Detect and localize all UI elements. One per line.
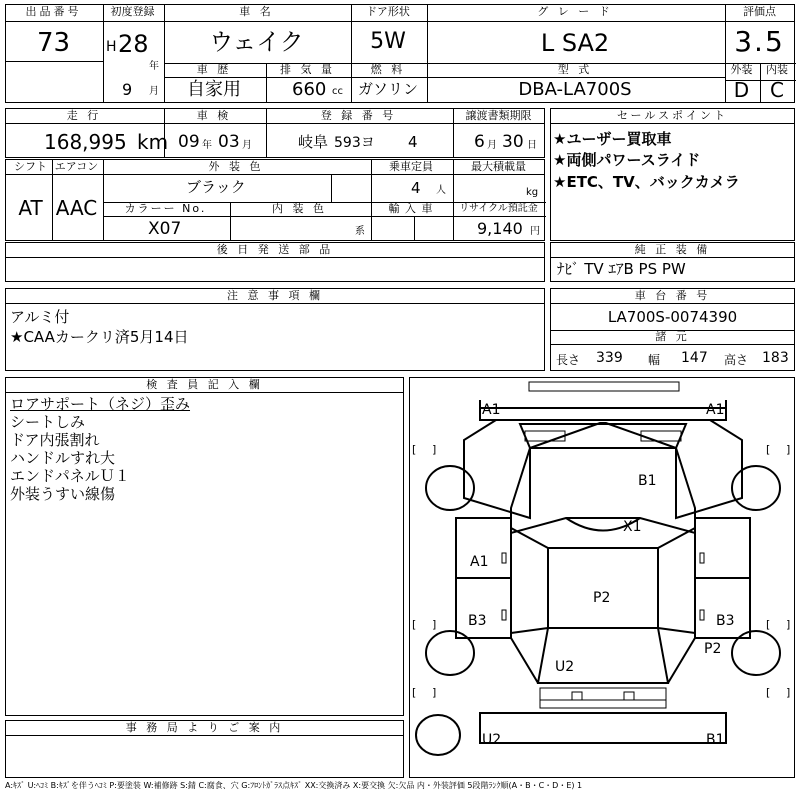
height-label: 高さ (724, 353, 749, 367)
reg-no-region: 岐阜 (298, 133, 329, 151)
model-label: 型 式 (557, 63, 593, 76)
mark-b3-left: B3 (468, 613, 487, 629)
first-reg-year-unit: 年 (149, 61, 159, 72)
import-label: 輸 入 車 (388, 202, 434, 215)
wiper-right (641, 431, 681, 441)
svg-text:]: ] (786, 618, 791, 631)
interior-value: C (770, 78, 784, 102)
chassis-value: LA700S-0074390 (607, 308, 738, 326)
rear-bumper-top (540, 688, 666, 700)
svg-text:[: [ (766, 443, 771, 456)
displacement-value: 660 (292, 79, 327, 100)
svg-text:]: ] (432, 618, 437, 631)
mark-u2-bottom: U2 (482, 732, 502, 748)
height-value: 183 (762, 350, 789, 366)
lot-no-label: 出品番号 (25, 5, 82, 18)
later-parts-label: 後 日 発 送 部 品 (216, 243, 334, 256)
width-value: 147 (681, 350, 708, 366)
inspector-line-1: ロアサポート（ネジ）歪み (10, 395, 191, 413)
first-reg-month: 9 (122, 80, 133, 99)
right-handle-rear (700, 610, 704, 620)
right-handle-front (700, 553, 704, 563)
first-reg-month-unit: 月 (149, 86, 159, 97)
int-color-label: 内 装 色 (272, 202, 327, 215)
history-value: 自家用 (187, 79, 241, 100)
left-handle-front (502, 553, 506, 563)
grade-value: L SA2 (540, 29, 610, 57)
shift-value: AT (18, 196, 43, 220)
wiper-left (525, 431, 565, 441)
inspector-line-3: ドア内張割れ (10, 431, 100, 449)
grade-label: グ レ ー ド (537, 5, 613, 18)
mileage-unit: km (137, 130, 169, 154)
ext-color-label: 外 装 色 (208, 160, 264, 173)
inspector-line-4: ハンドルすれ大 (10, 449, 116, 467)
inspector-line-5: エンドパネルＵ１ (10, 467, 130, 485)
reg-no-label: 登 録 番 号 (320, 109, 397, 122)
transfer-month: 6 (474, 132, 485, 152)
recycle-value: 9,140 (477, 219, 523, 238)
svg-text:]: ] (786, 443, 791, 456)
office-label: 事 務 局 よ り ご 案 内 (125, 721, 284, 734)
score-label: 評価点 (743, 5, 776, 18)
door-value: 5W (370, 29, 406, 54)
wheel-rear-left (426, 631, 474, 675)
capacity-value: 4 (411, 179, 421, 197)
exterior-value: D (733, 78, 750, 102)
front-bumper-shape (529, 382, 679, 391)
fuel-label: 燃 料 (370, 63, 406, 76)
transfer-day-unit: 日 (527, 140, 537, 151)
spare-wheel (416, 715, 460, 755)
aircon-label: エアコン (54, 160, 99, 173)
mark-a1-tl: A1 (482, 402, 501, 418)
inspection-year: 09 (178, 132, 200, 152)
svg-text:[: [ (412, 686, 417, 699)
inspection-month-unit: 月 (242, 140, 252, 151)
first-reg-year: 28 (118, 30, 149, 58)
inspector-line-6: 外装うすい線傷 (10, 485, 116, 503)
color-no-value: X07 (148, 219, 182, 239)
inspector-label: 検 査 員 記 入 欄 (146, 378, 263, 391)
wheel-front-right (732, 466, 780, 510)
notes-label: 注 意 事 項 欄 (227, 289, 323, 302)
car-name-label: 車 名 (239, 5, 274, 18)
rear-bumper-mid (540, 700, 666, 708)
front-panel-shape (480, 408, 726, 420)
mark-x1-door: X1 (623, 519, 642, 535)
exterior-label: 外装 (730, 63, 753, 76)
rear-light-right (624, 692, 634, 700)
displacement-label: 排 気 量 (280, 63, 335, 76)
mark-a1-side: A1 (470, 554, 489, 570)
mark-u2-center: U2 (555, 659, 575, 675)
mark-b1-bottom: B1 (706, 732, 725, 748)
model-value: DBA-LA700S (518, 79, 632, 100)
inspector-line-2: シートしみ (10, 413, 86, 431)
shift-label: シフト (14, 160, 47, 173)
max-load-label: 最大積載量 (471, 160, 526, 173)
mark-p2-right: P2 (704, 641, 722, 657)
reg-no-number: 4 (408, 133, 418, 151)
first-reg-era: H (106, 39, 117, 55)
vehicle-diagram (409, 377, 795, 778)
svg-text:[: [ (412, 443, 417, 456)
length-label: 長さ (556, 353, 581, 367)
chassis-label: 車 台 番 号 (634, 289, 711, 302)
inspection-label: 車 検 (196, 109, 232, 122)
mark-b3-right: B3 (716, 613, 735, 629)
first-reg-label: 初度登録 (110, 5, 155, 18)
lot-no-value: 73 (36, 28, 71, 58)
inspection-year-unit: 年 (202, 140, 212, 151)
capacity-label: 乗車定員 (389, 160, 433, 173)
max-load-unit: kg (526, 187, 539, 198)
length-value: 339 (596, 350, 623, 366)
recycle-label: リサイクル預託金 (459, 203, 538, 214)
width-label: 幅 (648, 353, 661, 367)
score-value: 3.5 (734, 25, 785, 58)
color-no-label: カラーー No. (124, 202, 207, 215)
inspection-month: 03 (218, 132, 240, 152)
reg-no-class: 593ヨ (334, 135, 375, 151)
left-handle-rear (502, 610, 506, 620)
mileage-label: 走 行 (66, 109, 102, 122)
sales-point-label: セールスポイント (616, 109, 728, 122)
svg-text:]: ] (786, 686, 791, 699)
wheel-front-left (426, 466, 474, 510)
hood-outline (464, 420, 742, 518)
sales-point-line-3: ★ETC、TV、バックカメラ (553, 173, 740, 191)
capacity-unit: 人 (436, 185, 446, 196)
mark-a1-tr: A1 (706, 402, 725, 418)
svg-text:[: [ (766, 618, 771, 631)
ext-color-value: ブラック (186, 178, 246, 196)
genuine-label: 純 正 装 備 (634, 243, 711, 256)
int-color-unit: 系 (355, 226, 365, 237)
sales-point-line-2: ★両側パワースライド (553, 151, 701, 169)
svg-text:]: ] (432, 686, 437, 699)
interior-label: 内装 (766, 63, 788, 76)
transfer-label: 譲渡書類期限 (465, 109, 532, 122)
svg-text:[: [ (766, 686, 771, 699)
notes-line-2: ★CAAカークリ済5月14日 (10, 328, 189, 346)
roof-shape (511, 448, 695, 533)
svg-text:]: ] (432, 443, 437, 456)
pillar-lines (511, 528, 695, 633)
genuine-value: ﾅﾋﾞ TV ｴｱB PS PW (557, 260, 686, 278)
history-label: 車 歴 (196, 63, 232, 76)
mileage-value: 168,995 (44, 130, 127, 154)
fuel-value: ガソリン (357, 80, 418, 98)
transfer-month-unit: 月 (487, 140, 497, 151)
rear-panel-shape (480, 713, 726, 743)
windshield-shape (520, 424, 686, 448)
sales-point-line-1: ★ユーザー買取車 (553, 130, 672, 148)
legend-text: A:ｷｽﾞ U:ﾍｺﾐ B:ｷｽﾞを伴うﾍｺﾐ P:要塗装 W:補修跡 S:錆 C:腐食、穴 G:ﾌﾛﾝﾄｶﾞﾗｽ点ｷｽﾞ XX:交換済み X:要交換 欠:欠品 内・外装評価 5段階ﾗﾝｸ順(A・B・C・D・E) 1 (5, 781, 583, 790)
center-body-shape (548, 548, 658, 628)
mark-p2-center: P2 (593, 590, 611, 606)
svg-text:[: [ (412, 618, 417, 631)
door-label: ドア形状 (366, 5, 410, 18)
dims-label: 諸 元 (655, 330, 690, 343)
notes-line-1: アルミ付 (10, 308, 70, 326)
front-panel-edge (480, 400, 726, 408)
wheel-rear-right (732, 631, 780, 675)
mark-b1-roof: B1 (638, 473, 657, 489)
rear-light-left (572, 692, 582, 700)
aircon-value: AAC (55, 196, 98, 220)
displacement-unit: cc (332, 86, 343, 97)
transfer-day: 30 (502, 132, 524, 152)
car-name-value: ウェイク (209, 28, 304, 56)
recycle-unit: 円 (530, 226, 540, 237)
